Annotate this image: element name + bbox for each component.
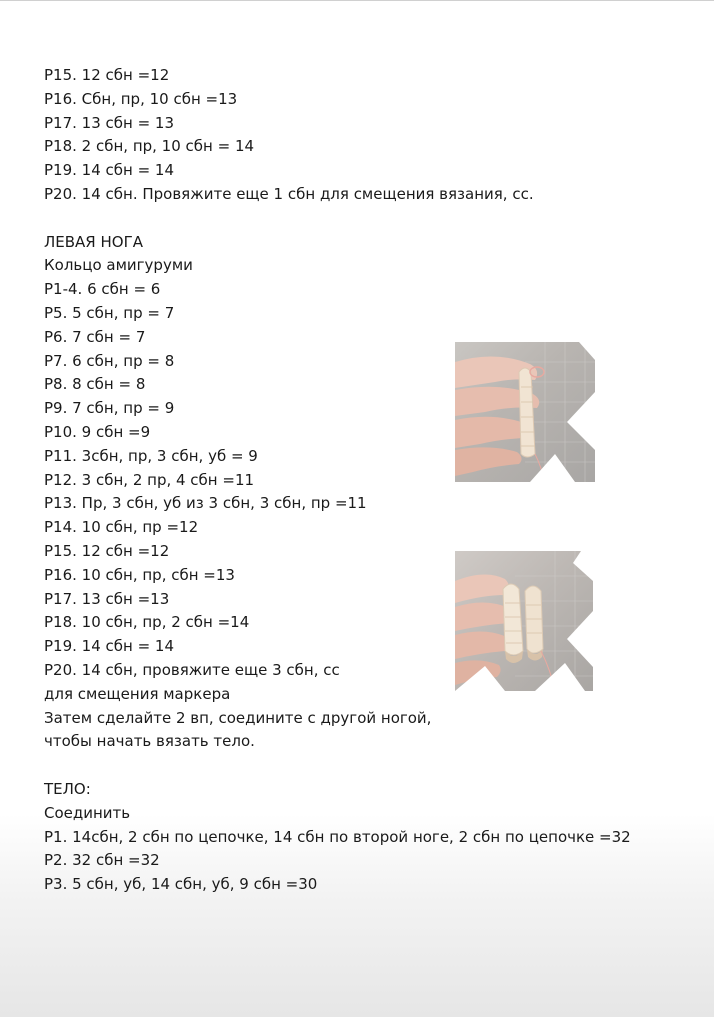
row-line: Р7. 6 сбн, пр = 8	[44, 351, 175, 370]
row-line: Р20. 14 сбн, провяжите еще 3 сбн, сс	[44, 660, 340, 679]
row-line: Р1-4. 6 сбн = 6	[44, 280, 161, 299]
row-line: Затем сделайте 2 вп, соедините с другой ногой,	[44, 708, 432, 727]
row-line: Р1. 14сбн, 2 сбн по цепочке, 14 сбн по второй ноге, 2 сбн по цепочке =32	[44, 827, 631, 846]
row-line: Р15. 12 сбн =12	[44, 66, 170, 84]
row-line: Р16. Сбн, пр, 10 сбн =13	[44, 89, 238, 108]
body-heading: ТЕЛО:	[44, 779, 91, 798]
left-leg-heading: ЛЕВАЯ НОГА	[44, 232, 143, 251]
row-line: чтобы начать вязать тело.	[44, 732, 255, 751]
row-line: Р3. 5 сбн, уб, 14 сбн, уб, 9 сбн =30	[44, 875, 318, 894]
row-line: Р14. 10 сбн, пр =12	[44, 518, 199, 537]
row-line: Р15. 12 сбн =12	[44, 541, 170, 560]
row-line: Р6. 7 сбн = 7	[44, 327, 146, 346]
row-line: Р13. Пр, 3 сбн, уб из 3 сбн, 3 сбн, пр =11	[44, 494, 367, 513]
row-line: Р20. 14 сбн. Провяжите еще 1 сбн для смещения вязания, сс.	[44, 184, 534, 203]
row-line: Р12. 3 сбн, 2 пр, 4 сбн =11	[44, 470, 255, 489]
row-line: Р19. 14 сбн = 14	[44, 637, 175, 656]
zigzag-overlay	[455, 551, 593, 691]
row-line: Р8. 8 сбн = 8	[44, 375, 146, 394]
row-line: Р18. 10 сбн, пр, 2 сбн =14	[44, 613, 250, 632]
row-line: Р17. 13 сбн = 13	[44, 113, 175, 132]
row-line: Р11. 3сбн, пр, 3 сбн, уб = 9	[44, 446, 258, 465]
row-line: Р5. 5 сбн, пр = 7	[44, 303, 175, 322]
top-divider	[0, 0, 714, 1]
row-line: Р19. 14 сбн = 14	[44, 161, 175, 180]
zigzag-overlay	[455, 342, 595, 482]
two-legs-photo	[455, 551, 593, 691]
row-line: для смещения маркера	[44, 684, 231, 703]
row-line: Кольцо амигуруми	[44, 256, 193, 275]
row-line: Р17. 13 сбн =13	[44, 589, 170, 608]
row-line: Р10. 9 сбн =9	[44, 422, 151, 441]
row-line: Р18. 2 сбн, пр, 10 сбн = 14	[44, 137, 255, 156]
row-line: Р2. 32 сбн =32	[44, 851, 160, 870]
row-line: Р16. 10 сбн, пр, сбн =13	[44, 565, 235, 584]
spacer	[44, 754, 631, 778]
spacer	[44, 207, 631, 231]
row-line: Р9. 7 сбн, пр = 9	[44, 399, 175, 418]
leg-progress-photo	[455, 342, 595, 482]
row-line: Соединить	[44, 803, 131, 822]
